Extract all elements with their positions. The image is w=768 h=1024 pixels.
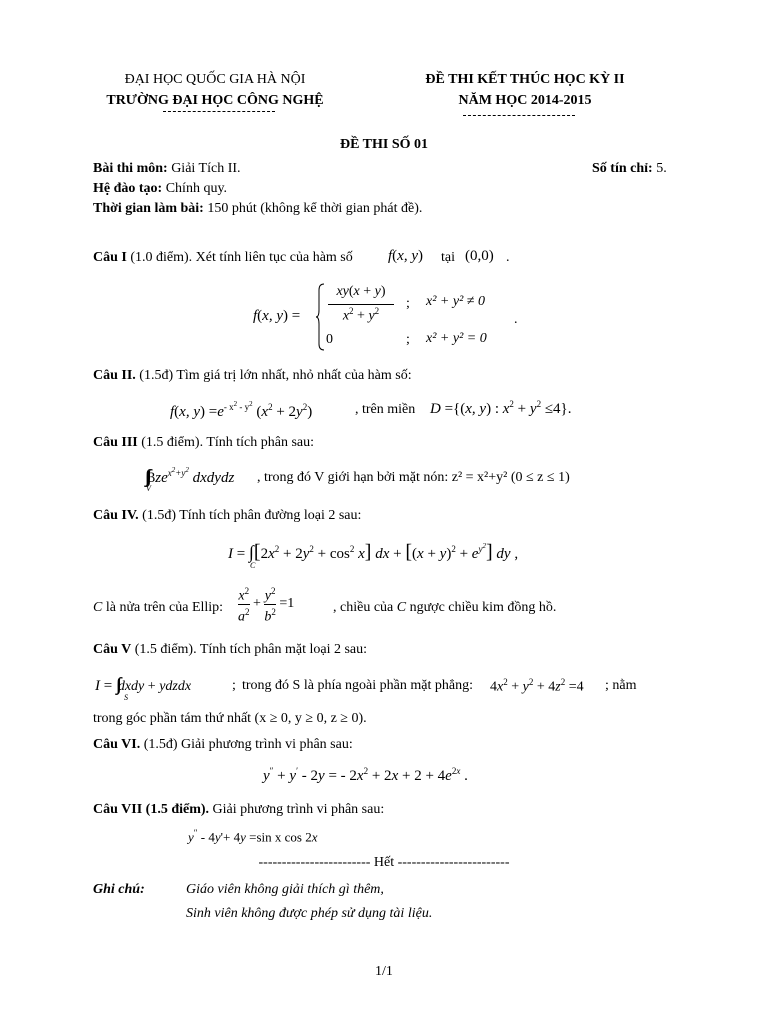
q5-integral: I = ∫∫dxdy + ydzdx xyxy=(95,674,192,694)
end-marker: ------------------------ Hết ------------------------ xyxy=(258,855,510,870)
university-name: ĐẠI HỌC QUỐC GIA HÀ NỘI xyxy=(124,72,306,87)
q4-ellipse: $\frac{x^2}{a^2}$ + $\frac{y^2}{b^2}$ =1 xyxy=(238,586,295,625)
credits-value: 5. xyxy=(656,161,667,176)
q4-curve-text3: ngược chiều kim đồng hồ. xyxy=(409,600,557,615)
q5-line2: trong góc phần tám thứ nhất (x ≥ 0, y ≥ 0, z ≥ 0). xyxy=(93,711,367,726)
question-3-prompt xyxy=(93,435,314,451)
q1-brace xyxy=(316,282,326,352)
time-label: Thời gian làm bài: xyxy=(93,201,204,216)
q1-formula-period: . xyxy=(514,312,518,327)
q1-numerator: xy(x + y) xyxy=(336,284,386,299)
school-name: TRƯỜNG ĐẠI HỌC CÔNG NGHỆ xyxy=(106,93,324,108)
question-7-label: Câu VII (1.5 điểm). xyxy=(93,802,210,817)
question-5-prompt xyxy=(93,642,367,658)
q1-fraction-bar xyxy=(328,304,394,305)
q4-integral: $I = \int[2x^2 + 2y^2 + \cos^2 x]$ dx + $[(x + y)^2 + e^{y^2}]$ dy , xyxy=(228,541,519,563)
subject-value: Giải Tích II. xyxy=(171,161,241,176)
q1-function-lhs: f(x, y) = xyxy=(253,308,301,324)
q3-cone-text: , trong đó V giới hạn bởi mặt nón: z² = x²+y² (0 ≤ z ≤ 1) xyxy=(257,470,570,485)
q4-curve-c: C xyxy=(93,600,103,615)
question-3-label: Câu III xyxy=(93,435,138,450)
question-4-label: Câu IV. xyxy=(93,508,139,523)
q1-case2-sep: ; xyxy=(406,332,410,347)
page-number: 1/1 xyxy=(375,964,393,979)
credits-label: Số tín chỉ: xyxy=(592,161,653,176)
q5-plane: $4x^2 + y^2 + 4z^2 =4$ xyxy=(490,677,584,695)
question-2-prompt xyxy=(93,368,412,384)
q1-case1-sep: ; xyxy=(406,296,410,311)
time-line xyxy=(93,201,422,217)
q7-equation: y″ - 4y'+ 4y =sin x cos 2x xyxy=(188,828,318,845)
q1-case1-condition: x² + y² ≠ 0 xyxy=(426,294,485,309)
question-1-period: . xyxy=(506,250,510,265)
question-1-text: (1.0 điểm). Xét tính liên tục của hàm số xyxy=(130,250,353,265)
q6-equation: y″ + y′ - 2y = - $2x^2 + 2x + 2 + 4e^{2x}$ . xyxy=(263,766,468,784)
q4-ellipse-y-term: $\frac{y^2}{b^2}$ xyxy=(264,586,276,625)
q3-region-v: V xyxy=(146,484,151,493)
question-1-prompt xyxy=(93,250,353,266)
note-label: Ghi chú: xyxy=(93,882,145,897)
exam-title: ĐỀ THI KẾT THÚC HỌC KỲ II xyxy=(425,72,625,87)
q2-function: f(x, $y) =e^{- x^2 - y^2}$ $(x^2 + 2y^2)$ xyxy=(170,400,313,420)
q5-semicolon: ; xyxy=(232,678,236,693)
training-value: Chính quy. xyxy=(165,181,228,196)
credits-line xyxy=(592,161,667,177)
note-line-1: Giáo viên không giải thích gì thêm, xyxy=(186,882,384,897)
q4-curve-line xyxy=(93,600,223,616)
q2-domain-text: , trên miền xyxy=(355,402,416,417)
header-left-divider xyxy=(163,111,275,112)
q4-curve-text2: , chiều của xyxy=(333,600,394,615)
header-right-divider xyxy=(463,115,575,116)
time-value: 150 phút (không kể thời gian phát đề). xyxy=(207,201,423,216)
training-line xyxy=(93,181,227,197)
question-1-label: Câu I xyxy=(93,250,127,265)
q4-curve-text1: là nửa trên của Ellip: xyxy=(105,600,224,615)
q1-case2-condition: x² + y² = 0 xyxy=(426,331,487,346)
question-4-prompt xyxy=(93,508,361,524)
q3-integral: $\int\int\int 3ze^{x^2+y^2}$ dxdydz xyxy=(145,466,235,486)
q2-domain: D ={(x, y) : $x^2 + y^2 \le 4$}. xyxy=(430,399,572,417)
question-2-label: Câu II. xyxy=(93,368,136,383)
q1-case2-value: 0 xyxy=(326,332,333,347)
question-7-prompt xyxy=(93,802,384,818)
question-1-point: (0,0) xyxy=(465,248,494,264)
academic-year: NĂM HỌC 2014-2015 xyxy=(458,93,592,108)
question-6-text: (1.5đ) Giải phương trình vi phân sau: xyxy=(143,737,353,752)
question-5-text: (1.5 điểm). Tính tích phân mặt loại 2 sau: xyxy=(134,642,368,657)
question-1-function-name: f(x, y) xyxy=(388,248,423,264)
question-4-text: (1.5đ) Tính tích phân đường loại 2 sau: xyxy=(142,508,362,523)
q4-curve-sub: C xyxy=(250,561,256,570)
q4-curve-tail xyxy=(333,600,556,616)
question-3-text: (1.5 điểm). Tính tích phân sau: xyxy=(141,435,315,450)
subject-line xyxy=(93,161,241,177)
training-label: Hệ đào tạo: xyxy=(93,181,163,196)
q5-surface-sub: S xyxy=(124,693,128,702)
question-6-label: Câu VI. xyxy=(93,737,141,752)
q4-curve-c-2: C xyxy=(396,600,407,615)
q5-end-text: ; nằm xyxy=(605,678,637,693)
q5-surface-text: trong đó S là phía ngoài phần mặt phẳng: xyxy=(242,678,473,693)
exam-number: ĐỀ THI SỐ 01 xyxy=(339,137,429,152)
question-7-text: Giải phương trình vi phân sau: xyxy=(212,802,385,817)
q1-denominator: $x^2 + y^2$ xyxy=(342,306,380,324)
question-6-prompt xyxy=(93,737,353,753)
subject-label: Bài thi môn: xyxy=(93,161,168,176)
question-1-at: tại xyxy=(441,250,455,265)
question-2-text: (1.5đ) Tìm giá trị lớn nhất, nhỏ nhất của hàm số: xyxy=(139,368,412,383)
question-5-label: Câu V xyxy=(93,642,132,657)
note-line-2: Sinh viên không được phép sử dụng tài liệu. xyxy=(186,906,433,921)
q4-ellipse-x-term: $\frac{x^2}{a^2}$ xyxy=(238,586,250,625)
